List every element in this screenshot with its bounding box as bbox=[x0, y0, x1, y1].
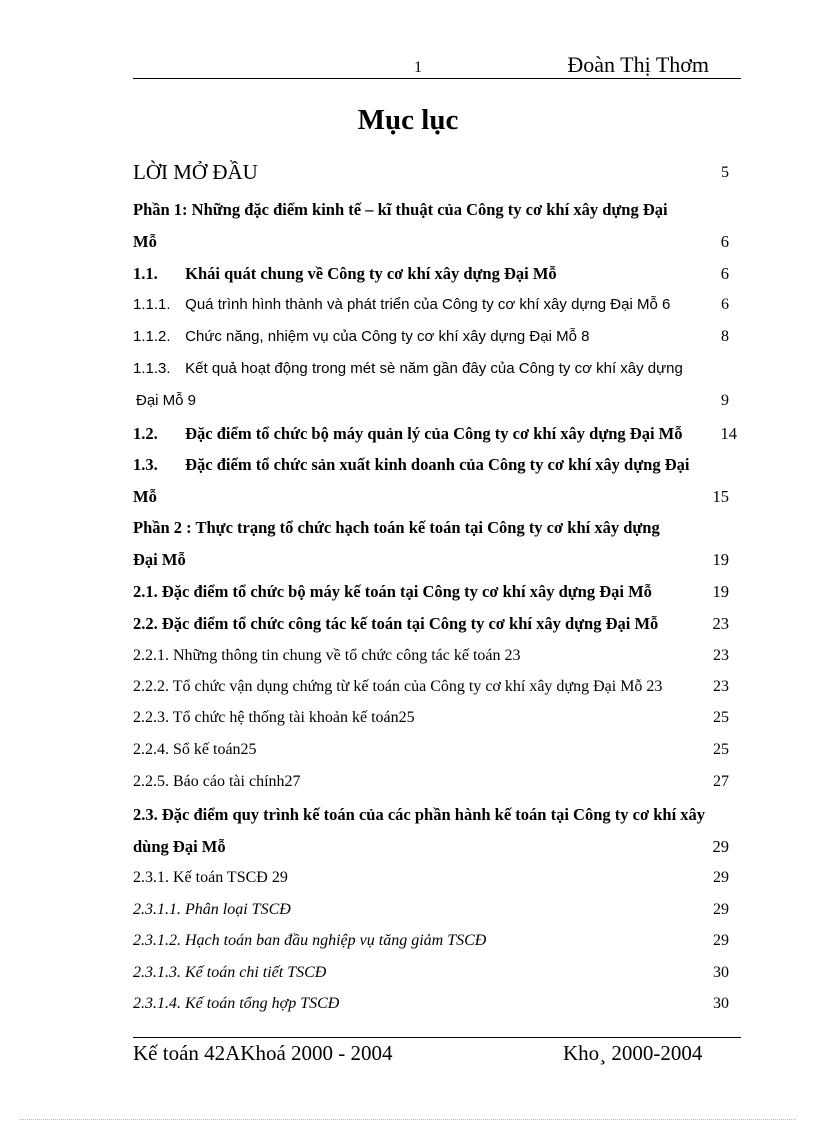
toc-entry-text: 2.3.1.2. Hạch toán ban đầu nghiệp vụ tăng giảm TSCĐ bbox=[133, 932, 487, 949]
toc-entry-page: 19 bbox=[712, 550, 729, 569]
toc-entry-text: Kết quả hoạt động trong mét sè năm gần đây của Công ty cơ khí xây dựng bbox=[185, 360, 683, 377]
toc-entry-page: 14 bbox=[720, 424, 737, 443]
toc-entry-page: 27 bbox=[713, 773, 729, 790]
page-title: Mục lục bbox=[357, 104, 459, 136]
toc-entry-page: 29 bbox=[713, 901, 729, 918]
toc-entry-page: 25 bbox=[713, 741, 729, 758]
toc-entry-text: 2.3.1.4. Kế toán tổng hợp TSCĐ bbox=[133, 995, 340, 1012]
toc-entry-page: 8 bbox=[721, 328, 729, 345]
toc-entry-text: 2.3.1.3. Kế toán chi tiết TSCĐ bbox=[133, 964, 327, 981]
toc-entry-text: 2.3. Đặc điểm quy trình kế toán của các phần hành kế toán tại Công ty cơ khí xây bbox=[133, 805, 706, 824]
toc-entry-text: Chức năng, nhiệm vụ của Công ty cơ khí xây dựng Đại Mỗ 8 bbox=[185, 328, 590, 345]
toc-entry-text: 2.3.1.1. Phân loại TSCĐ bbox=[133, 901, 291, 918]
toc-entry-page: 5 bbox=[721, 164, 729, 181]
toc-entry-page: 6 bbox=[720, 232, 729, 251]
toc-entry-page: 29 bbox=[713, 869, 729, 886]
toc-entry-number: 1.1.3. bbox=[133, 360, 171, 377]
footer-rule bbox=[133, 1037, 741, 1038]
toc-entry-number: 1.2. bbox=[133, 424, 158, 443]
toc-entry-text: Đặc điểm tổ chức bộ máy quản lý của Công ty cơ khí xây dựng Đại Mỗ bbox=[185, 424, 683, 443]
toc-entry-text: 2.2.3. Tổ chức hệ thống tài khoản kế toán25 bbox=[133, 709, 415, 726]
toc-entry-page: 19 bbox=[712, 582, 729, 601]
toc-entry-number: 1.1.2. bbox=[133, 328, 171, 345]
toc-entry-text: Phần 2 : Thực trạng tổ chức hạch toán kế toán tại Công ty cơ khí xây dựng bbox=[133, 518, 660, 537]
toc-entry-page: 30 bbox=[713, 964, 729, 981]
toc-entry-text: 2.2.5. Báo cáo tài chính27 bbox=[133, 773, 301, 790]
toc-entry-text-cont: Đại Mỗ bbox=[133, 550, 186, 569]
toc-entry-text-cont: dùng Đại Mỗ bbox=[133, 837, 226, 856]
header-page-number: 1 bbox=[414, 59, 422, 76]
toc-entry-page: 29 bbox=[712, 837, 729, 856]
table-of-contents bbox=[133, 0, 741, 1012]
toc-entry-text: 2.2. Đặc điểm tổ chức công tác kế toán tại Công ty cơ khí xây dựng Đại Mỗ bbox=[133, 614, 659, 633]
toc-entry-text: 2.2.4. Sổ kế toán25 bbox=[133, 741, 257, 758]
toc-entry-page: 9 bbox=[721, 392, 729, 409]
toc-entry-text: 2.2.2. Tổ chức vận dụng chứng từ kế toán của Công ty cơ khí xây dựng Đại Mỗ 23 bbox=[133, 678, 663, 695]
page-bottom-edge bbox=[20, 1119, 796, 1120]
toc-entry-text: Đặc điểm tổ chức sản xuất kinh doanh của Công ty cơ khí xây dựng Đại bbox=[185, 455, 690, 474]
toc-entry-number: 1.1. bbox=[133, 264, 158, 283]
toc-entry-page: 29 bbox=[713, 932, 729, 949]
toc-entry-text: Quá trình hình thành và phát triển của Công ty cơ khí xây dựng Đại Mỗ 6 bbox=[185, 296, 671, 313]
toc-entry-text: 2.1. Đặc điểm tổ chức bộ máy kế toán tại Công ty cơ khí xây dựng Đại Mỗ bbox=[133, 582, 652, 601]
toc-entry-number: 1.3. bbox=[133, 455, 158, 474]
toc-entry-page: 30 bbox=[713, 995, 729, 1012]
toc-entry-text: Khái quát chung về Công ty cơ khí xây dựng Đại Mỗ bbox=[185, 264, 557, 283]
toc-entry-number: 1.1.1. bbox=[133, 296, 171, 313]
toc-entry-page: 25 bbox=[713, 709, 729, 726]
toc-entry-page: 23 bbox=[713, 647, 729, 664]
toc-entry-text: Phần 1: Những đặc điểm kinh tế – kĩ thuật của Công ty cơ khí xây dựng Đại bbox=[133, 200, 668, 219]
toc-entry-page: 6 bbox=[720, 264, 729, 283]
toc-entry-text-cont: Mỗ bbox=[133, 232, 157, 251]
toc-entry-page: 6 bbox=[721, 296, 729, 313]
toc-entry-page: 23 bbox=[712, 614, 729, 633]
footer-right-text: Kho¸ 2000-2004 bbox=[563, 1041, 703, 1065]
toc-entry-text: LỜI MỞ ĐẦU bbox=[133, 160, 258, 184]
toc-entry-text: 2.2.1. Những thông tin chung về tổ chức công tác kế toán 23 bbox=[133, 647, 521, 664]
toc-entry-page: 15 bbox=[712, 487, 729, 506]
toc-entry-text-cont: Đại Mỗ 9 bbox=[136, 392, 197, 409]
header-author: Đoàn Thị Thơm bbox=[567, 52, 709, 77]
toc-entry-text-cont: Mỗ bbox=[133, 487, 157, 506]
toc-entry-page: 23 bbox=[713, 678, 729, 695]
toc-entry-text: 2.3.1. Kế toán TSCĐ 29 bbox=[133, 869, 288, 886]
footer-left-text: Kế toán 42AKhoá 2000 - 2004 bbox=[133, 1041, 393, 1065]
